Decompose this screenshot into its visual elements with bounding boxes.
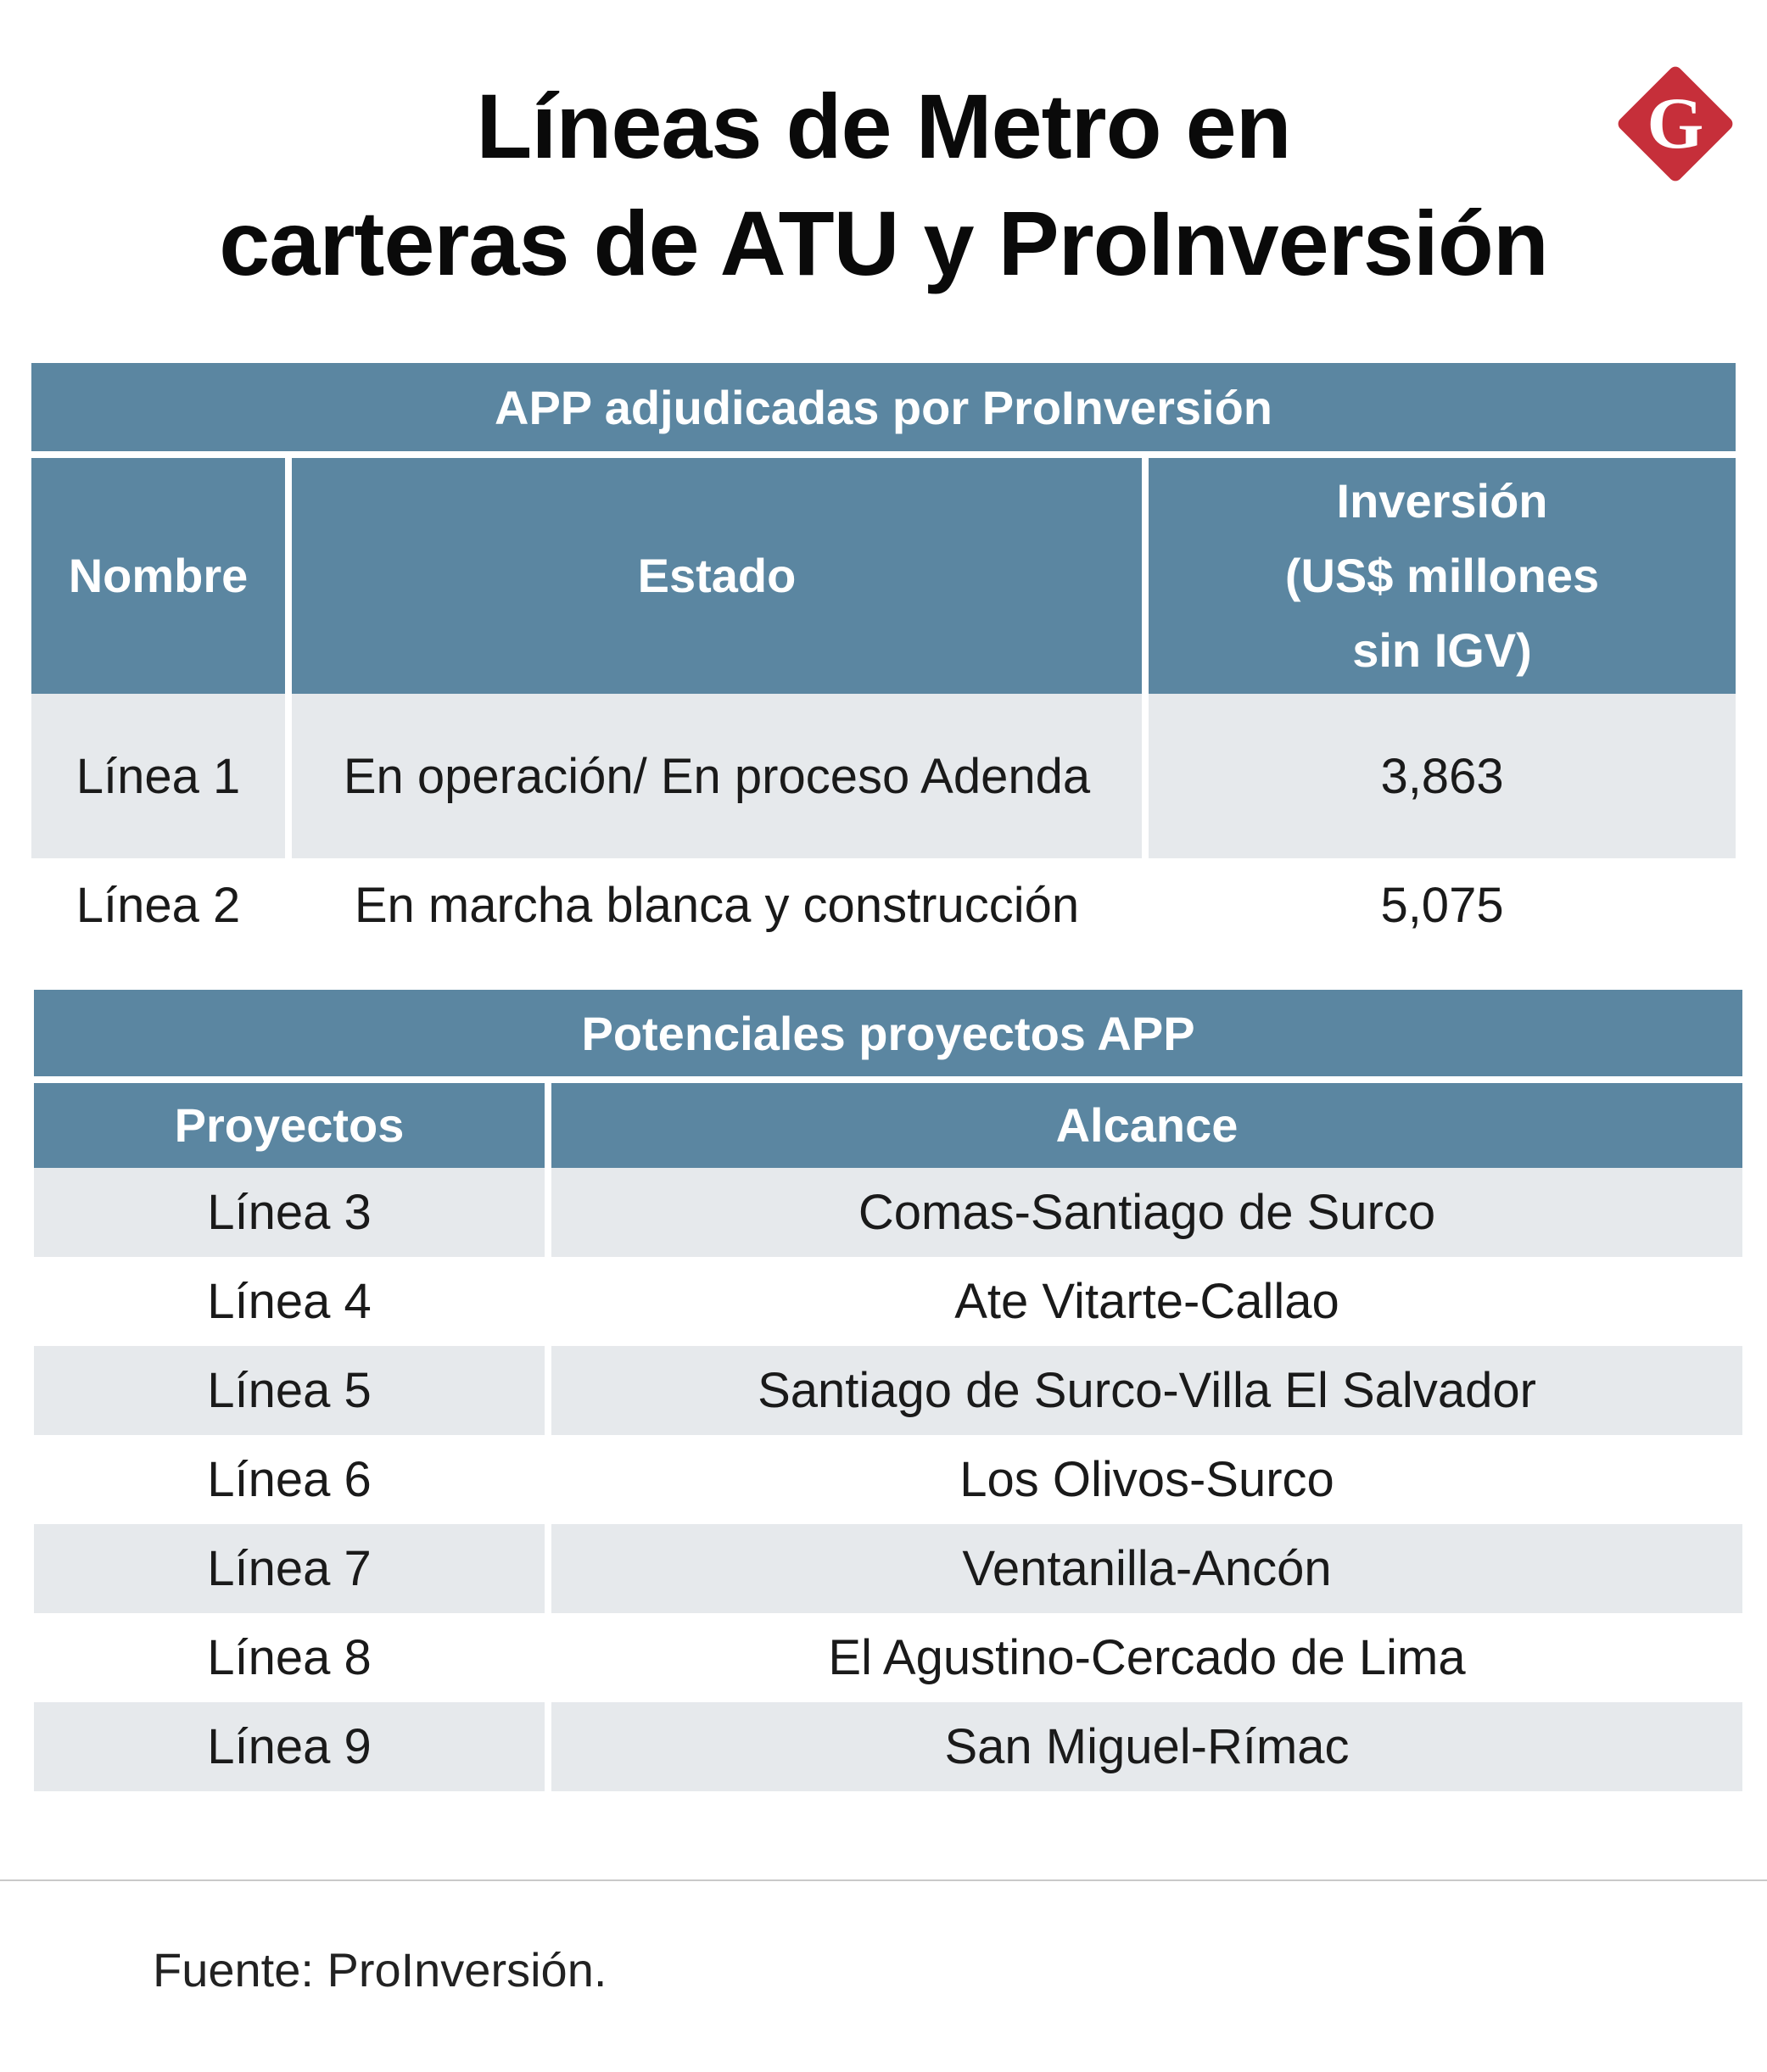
- logo-letter: G: [1647, 82, 1704, 164]
- table-row: [34, 1524, 1742, 1613]
- source-note: Fuente: ProInversión.: [153, 1943, 607, 1997]
- potential-section-header: [34, 990, 1742, 1080]
- footer-divider: [0, 1879, 1767, 1881]
- column-header-inversion-line-1: Inversión: [1336, 474, 1548, 528]
- table-row: [34, 1435, 1742, 1524]
- cell-alcance: Comas-Santiago de Surco: [548, 1168, 1742, 1257]
- diamond-g-logo-icon: [1609, 58, 1742, 190]
- cell-alcance: El Agustino-Cercado de Lima: [548, 1613, 1742, 1702]
- awarded-column-headers: [31, 455, 1736, 694]
- column-header-inversion: [1145, 455, 1736, 694]
- cell-alcance: Santiago de Surco-Villa El Salvador: [548, 1346, 1742, 1435]
- cell-nombre: Línea 2: [31, 858, 288, 952]
- column-header-estado: Estado: [288, 455, 1145, 694]
- table-row: [34, 1613, 1742, 1702]
- column-header-inversion-line-3: sin IGV): [1352, 623, 1532, 677]
- potential-section-title: Potenciales proyectos APP: [34, 990, 1742, 1080]
- awarded-section-title: APP adjudicadas por ProInversión: [31, 363, 1736, 455]
- cell-proyecto: Línea 6: [34, 1435, 548, 1524]
- cell-alcance: Los Olivos-Surco: [548, 1435, 1742, 1524]
- cell-alcance: Ventanilla-Ancón: [548, 1524, 1742, 1613]
- cell-inversion: 3,863: [1145, 694, 1736, 858]
- column-header-inversion-line-2: (US$ millones: [1284, 549, 1600, 602]
- cell-estado: En marcha blanca y construcción: [288, 858, 1145, 952]
- cell-alcance: Ate Vitarte-Callao: [548, 1257, 1742, 1346]
- cell-estado: En operación/ En proceso Adenda: [288, 694, 1145, 858]
- potential-projects-table: [34, 990, 1742, 1791]
- cell-proyecto: Línea 4: [34, 1257, 548, 1346]
- awarded-section-header: [31, 363, 1736, 455]
- cell-inversion: 5,075: [1145, 858, 1736, 952]
- table-row: [34, 1346, 1742, 1435]
- table-row: [34, 1257, 1742, 1346]
- table-row: [31, 694, 1736, 858]
- brand-logo: [1609, 58, 1742, 190]
- page-title-line-1: Líneas de Metro en: [476, 75, 1291, 177]
- cell-proyecto: Línea 7: [34, 1524, 548, 1613]
- table-row: [34, 1702, 1742, 1791]
- table-row: [31, 858, 1736, 952]
- column-header-proyectos: Proyectos: [34, 1080, 548, 1168]
- cell-proyecto: Línea 9: [34, 1702, 548, 1791]
- table-row: [34, 1168, 1742, 1257]
- cell-alcance: San Miguel-Rímac: [548, 1702, 1742, 1791]
- potential-column-headers: [34, 1080, 1742, 1168]
- cell-proyecto: Línea 3: [34, 1168, 548, 1257]
- page-title-line-2: carteras de ATU y ProInversión: [219, 192, 1548, 294]
- column-header-alcance: Alcance: [548, 1080, 1742, 1168]
- column-header-nombre: Nombre: [31, 455, 288, 694]
- cell-nombre: Línea 1: [31, 694, 288, 858]
- awarded-app-table: [31, 363, 1736, 952]
- cell-proyecto: Línea 5: [34, 1346, 548, 1435]
- cell-proyecto: Línea 8: [34, 1613, 548, 1702]
- page-title: [0, 68, 1767, 302]
